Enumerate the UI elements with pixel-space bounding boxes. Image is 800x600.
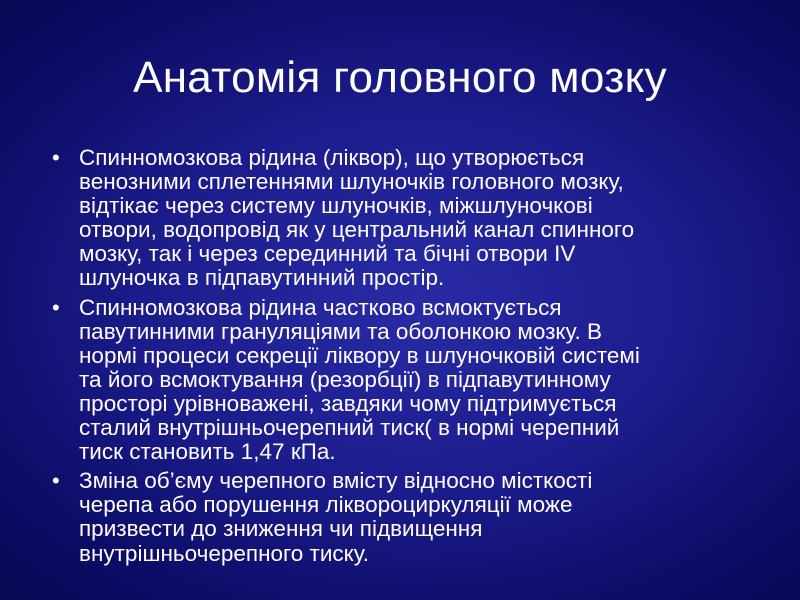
bullet-line: сталий внутрішньочерепний тиск( в нормі черепний xyxy=(79,415,620,441)
bullet-line: отвори, водопровід як у центральний канал спинного xyxy=(79,217,635,243)
slide-title: Анатомія головного мозку xyxy=(133,53,667,102)
bullet-item-1 xyxy=(52,146,752,291)
bullet-line: павутинними грануляціями та оболонкою мозку. В xyxy=(79,318,603,344)
bullet-item-2 xyxy=(52,296,752,465)
bullet-line: та його всмоктування (резорбції) в підпавутинному xyxy=(79,366,611,392)
bullet-text xyxy=(79,469,752,565)
bullet-line: Зміна об’єму черепного вмісту відносно місткості xyxy=(79,468,593,494)
bullet-line: відтікає через систему шлуночків, міжшлуночкові xyxy=(79,193,593,219)
bullet-line: просторі урівноважені, завдяки чому підтримується xyxy=(79,390,617,416)
bullet-list xyxy=(52,146,752,571)
bullet-text xyxy=(79,296,752,465)
bullet-line: Спинномозкова рідина (ліквор), що утворюється xyxy=(79,145,585,170)
bullet-line: нормі процеси секреції ліквору в шлуночковій системі xyxy=(79,342,640,368)
bullet-line: внутрішньочерепного тиску. xyxy=(79,540,369,566)
bullet-line: шлуночка в підпавутинний простір. xyxy=(79,265,445,291)
bullet-text xyxy=(79,146,752,291)
bullet-line: черепа або порушення ліквороциркуляції може xyxy=(79,492,573,518)
bullet-line: мозку, так і через серединний та бічні отвори IV xyxy=(79,241,576,267)
bullet-line: призвести до зниження чи підвищення xyxy=(79,516,483,542)
bullet-line: венозними сплетеннями шлуночків головного мозку, xyxy=(79,169,624,195)
bullet-item-3 xyxy=(52,469,752,565)
bullet-marker: • xyxy=(52,468,60,494)
bullet-line: Спинномозкова рідина частково всмоктується xyxy=(79,294,562,320)
bullet-marker: • xyxy=(52,294,60,320)
bullet-marker: • xyxy=(52,145,60,170)
bullet-line: тиск становить 1,47 кПа. xyxy=(79,439,336,465)
